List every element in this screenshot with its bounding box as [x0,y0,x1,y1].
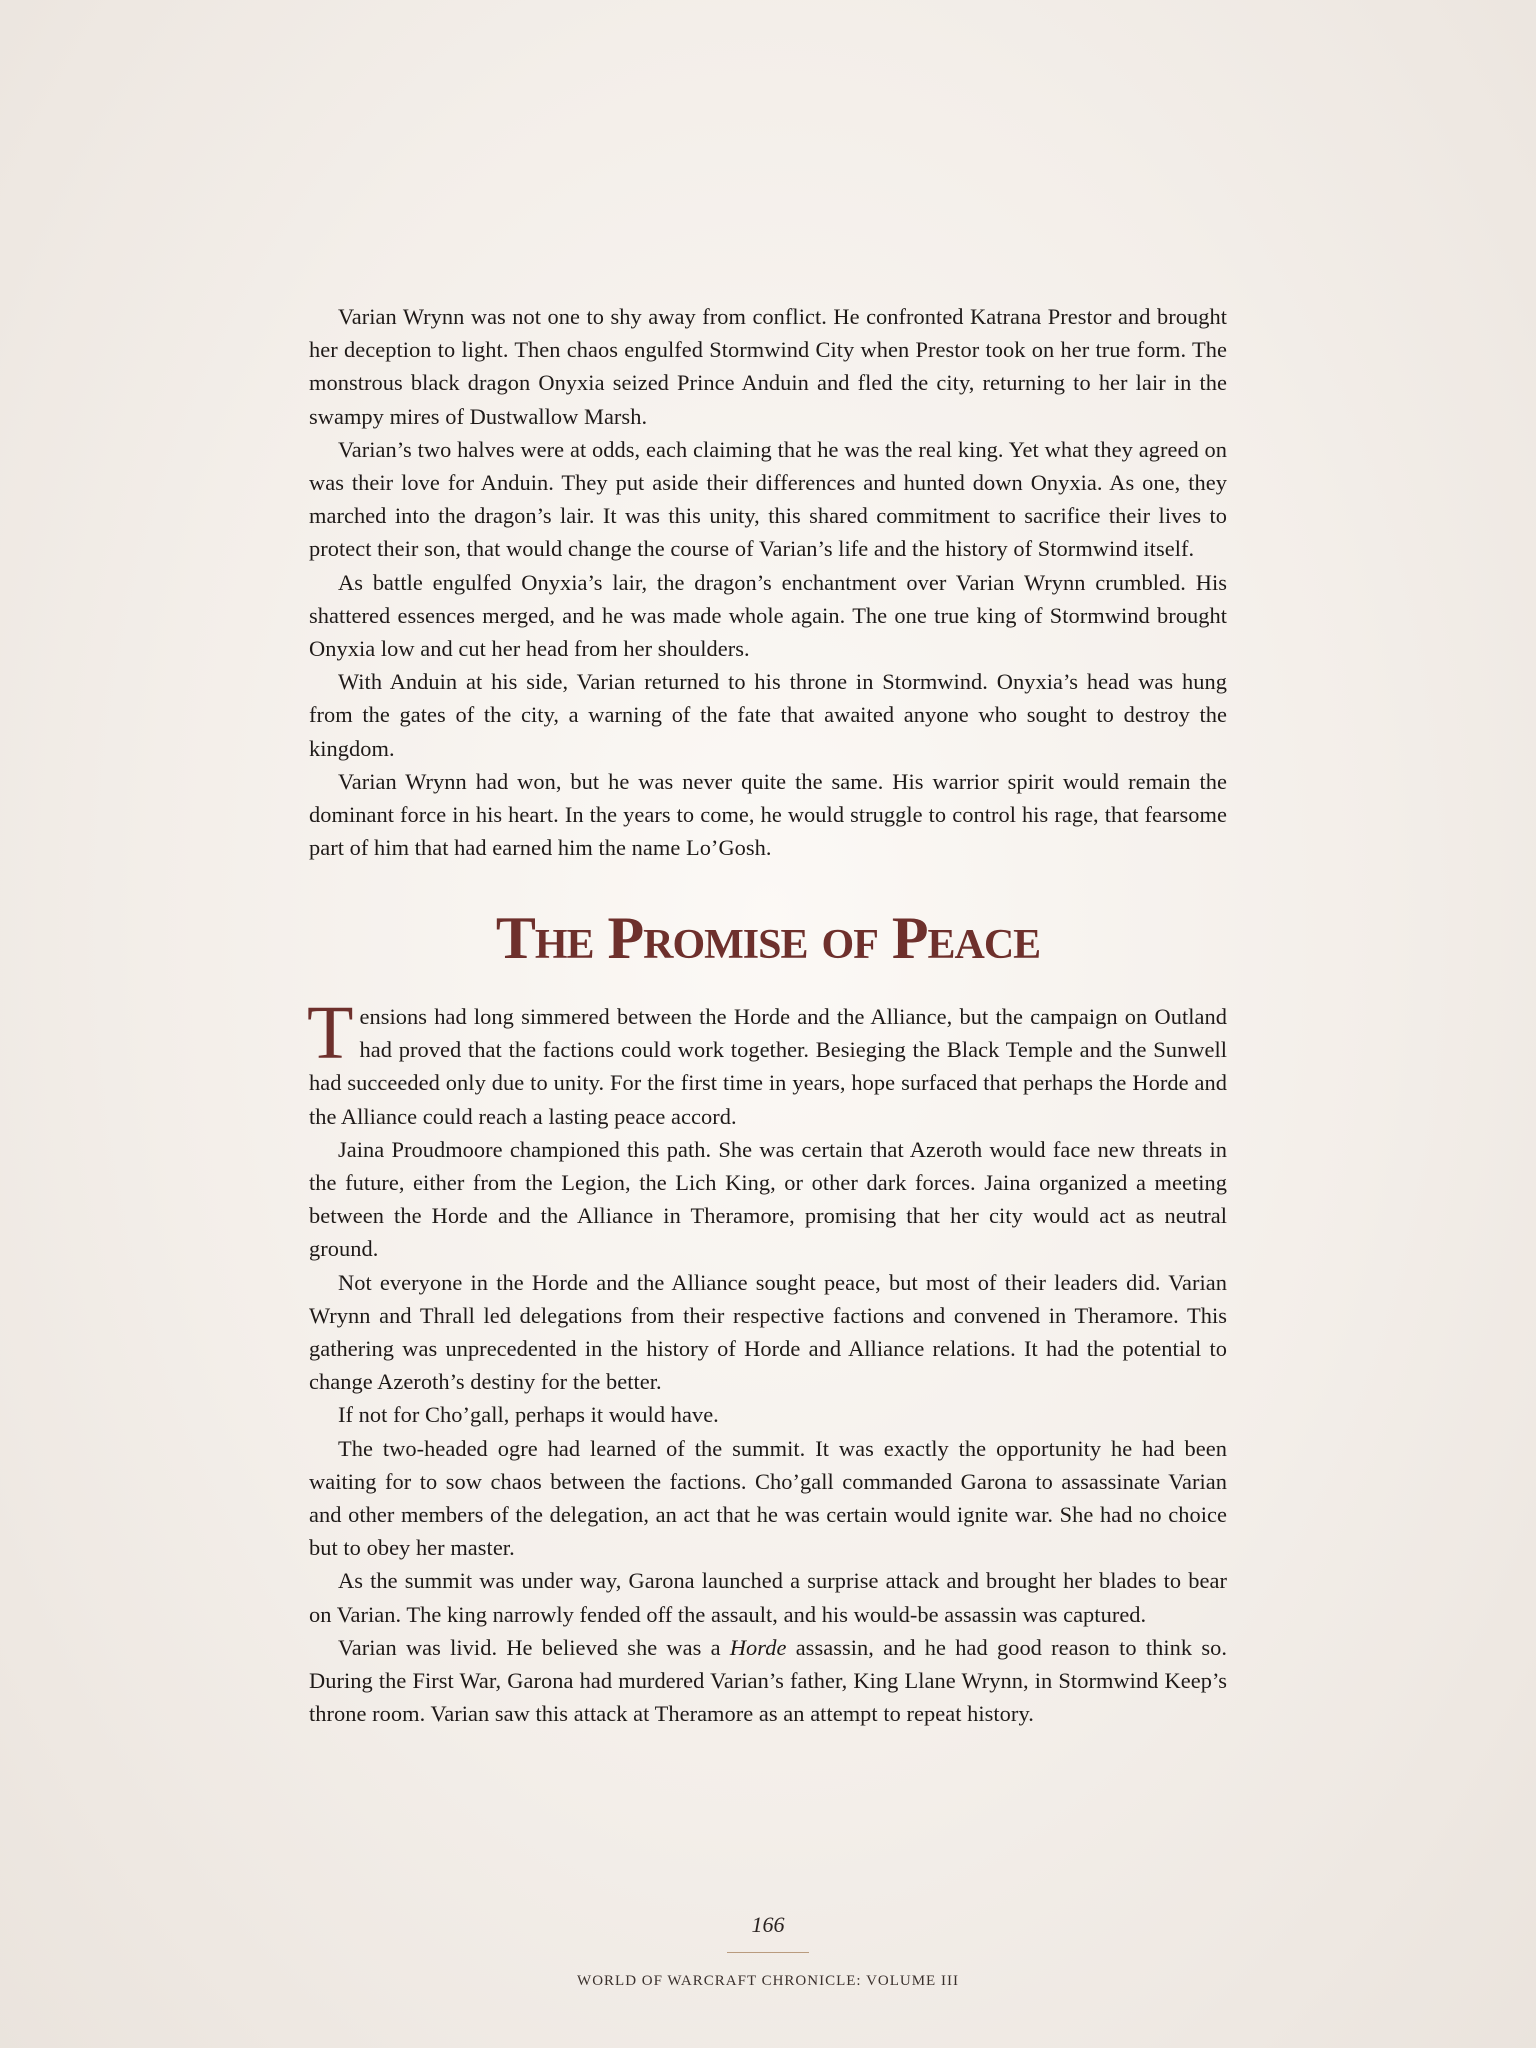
footer-divider [727,1952,809,1953]
paragraph: The two-headed ogre had learned of the summit. It was exactly the opportunity he had been waiting for to sow chaos between the factions. Cho’gall commanded Garona to assassinate Varian and other members of the delegation, an act that he was certain would ignite war. She had no choice but to obey her master. [309,1435,1227,1561]
page-number: 166 [751,1912,785,1937]
italic-word: Horde [729,1634,787,1660]
paragraph: As the summit was under way, Garona launched a surprise attack and brought her blades to bear on Varian. The king narrowly fended off the assault, and his would-be assassin was captured. [309,1568,1227,1627]
section-varian-onyxia [309,300,1227,864]
paragraph: Varian Wrynn had won, but he was never quite the same. His warrior spirit would remain the dominant force in his heart. In the years to come, he would struggle to control his rage, that fearsome part of him that had earned him the name Lo’Gosh. [309,768,1227,861]
text-segment: Varian was livid. He believed she was a [338,1634,730,1660]
paragraph-last [309,1631,1227,1731]
paragraph: Varian’s two halves were at odds, each claiming that he was the real king. Yet what they agreed on was their love for Anduin. They put aside their differences and hunted down Onyxia. As one, they marched into the dragon’s lair. It was this unity, this shared commitment to sacrifice their lives to protect their son, that would change the course of Varian’s life and the history of Stormwind itself. [309,436,1227,562]
paragraph: Not everyone in the Horde and the Alliance sought peace, but most of their leaders did. Varian Wrynn and Thrall led delegations from their respective factions and convened in Theramore. This gathering was unprecedented in the history of Horde and Alliance relations. It had the potential to change Azeroth’s destiny for the better. [309,1269,1227,1395]
drop-cap: T [307,991,354,1075]
section-heading: The Promise of Peace [495,905,1041,971]
paragraph: Jaina Proudmoore championed this path. She was certain that Azeroth would face new threats in the future, either from the Legion, the Lich King, or other dark forces. Jaina organized a meeting between the Horde and the Alliance in Theramore, promising that her city would act as neutral ground. [309,1136,1227,1262]
paragraph: As battle engulfed Onyxia’s lair, the dragon’s enchantment over Varian Wrynn crumbled. His shattered essences merged, and he was made whole again. The one true king of Stormwind brought Onyxia low and cut her head from her shoulders. [309,569,1227,662]
paragraph: Varian Wrynn was not one to shy away from conflict. He confronted Katrana Prestor and brought her deception to light. Then chaos engulfed Stormwind City when Prestor took on her true form. The monstrous black dragon Onyxia seized Prince Anduin and fled the city, returning to her lair in the swampy mires of Dustwallow Marsh. [309,304,1227,429]
opening-paragraph-text: ensions had long simmered between the Horde and the Alliance, but the campaign on Outland had proved that the factions could work together. Besieging the Black Temple and the Sunwell had succeeded only due to unity. For the first time in years, hope surfaced that perhaps the Horde and the Alliance could reach a lasting peace accord. [309,1004,1227,1129]
text-segment: assassin, and he had good reason to think so. During the First War, Garona had murdered Varian’s father, King Llane Wrynn, in Stormwind Keep’s throne room. Varian saw this attack at Theramore as an attempt to repeat history. [309,1634,1227,1727]
running-footer-title: WORLD OF WARCRAFT CHRONICLE: VOLUME III [577,1973,959,1989]
opening-paragraph [307,991,1227,1133]
section-promise-of-peace [309,900,1227,1730]
paragraph: If not for Cho’gall, perhaps it would have. [338,1402,719,1428]
paragraph: With Anduin at his side, Varian returned to his throne in Stormwind. Onyxia’s head was hung from the gates of the city, a warning of the fate that awaited anyone who sought to destroy the kingdom. [309,669,1227,761]
